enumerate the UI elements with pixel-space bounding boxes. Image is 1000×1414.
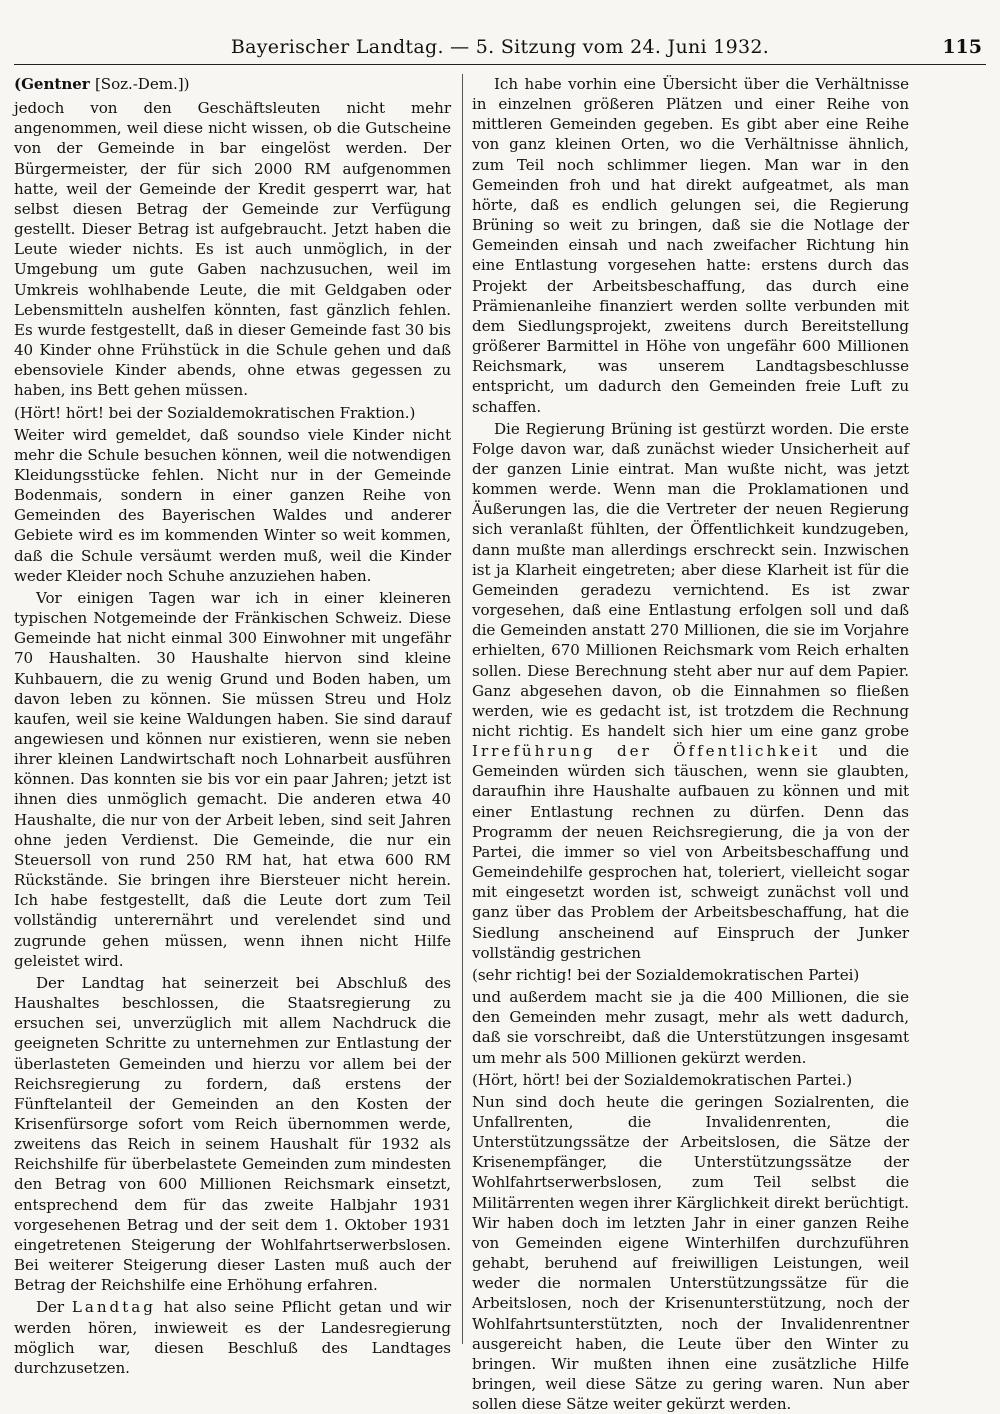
paragraph: Ich habe vorhin eine Übersicht über die Verhältnisse in einzelnen größeren Plätzen und einer Reihe von mittleren Gemeinden gegeben. Es gibt aber eine Reihe von ganz kleinen Orten, wo die Verhältnisse ähnlich, zum Teil noch schlimmer liegen. Man war in den Gemeinden froh und hat direkt aufgeatmet, als man hörte, daß es endlich gelungen sei, die Regierung Brüning so weit zu bringen, daß sie die Notlage der Gemeinden einsah und nach zweifacher Richtung hin eine Entlastung vorgesehen hatte: erstens durch das Projekt der Arbeitsbeschaffung, das durch eine Prämienanleihe finanziert werden sollte verbunden mit dem Siedlungsprojekt, zweitens durch Bereitstellung größerer Barmittel in Höhe von ungefähr 600 Millionen Reichsmark, was unserem Landtagsbeschlusse entspricht, um dadurch den Gemeinden freie Luft zu schaffen. (472, 75, 909, 416)
paragraph: und außerdem macht sie ja die 400 Millionen, die sie den Gemeinden mehr zusagt, mehr als wett dadurch, daß sie vorschreibt, daß die Unterstützungen insgesamt um mehr als 500 Millionen gekürzt werden. (472, 988, 909, 1067)
speaker-party: [Soz.-Dem.]) (94, 75, 190, 93)
paragraph-text: hat also seine Pflicht getan und wir werden hören, inwieweit es der Landesregierung möglich war, diesen Beschluß des Landtages durchzusetzen. (14, 1298, 452, 1377)
paragraph: Vor einigen Tagen war ich in einer kleineren typischen Notgemeinde der Fränkischen Schweiz. Diese Gemeinde hat nicht einmal 300 Einwohner mit ungefähr 70 Haushalten. 30 Haushalte hiervon sind kleine Kuhbauern, die zu wenig Grund und Boden haben, um davon leben zu können. Sie müssen Streu und Holz kaufen, weil sie keine Waldungen haben. Sie sind darauf angewiesen und können nur existieren, wenn sie neben ihrer kleinen Landwirtschaft noch Lohnarbeit ausführen können. Das konnten sie bis vor ein paar Jahren; jetzt ist ihnen dies unmöglich gemacht. Die anderen etwa 40 Haushalte, die nur von der Arbeit leben, sind seit Jahren ohne jeden Verdienst. Die Gemeinde, die nur ein Steuersoll von rund 250 RM hat, hat etwa 600 RM Rückstände. Sie bringen ihre Biersteuer nicht herein. Ich habe festgestellt, daß die Leute dort zum Teil vollständig unterernährt und verelendet sind und zugrunde gehen müssen, wenn ihnen nicht Hilfe geleistet wird. (14, 588, 451, 970)
paragraph: Nun sind doch heute die geringen Sozialrenten, die Unfallrenten, die Invalidenrenten, die Unterstützungssätze der Arbeitslosen, die Sätze der Krisenempfänger, die Unterstützungssätze der Wohlfahrtserwerbslosen, zum Teil selbst die Militärrenten wegen ihrer Kärglichkeit direkt berüchtigt. Wir haben doch im letzten Jahr in einer ganzen Reihe von Gemeinden eigene Winterhilfen durchzuführen gehabt, beruhend auf freiwilligen Leistungen, weil weder die normalen Unterstützungssätze für die Arbeitslosen, noch der Krisenunterstützung, noch der Wohlfahrtsunterstützten, noch der Invalidenrentner ausgereicht haben, die Leute über den Winter zu bringen. Wir mußten ihnen eine zusätzliche Hilfe bringen, weil diese Sätze zu gering waren. Nun aber sollen diese Sätze weiter gekürzt werden. (472, 1092, 909, 1414)
speaker-name: (Gentner (14, 75, 90, 93)
left-column (14, 74, 451, 1378)
interjection: (Hört! hört! bei der Sozialdemokratischen Fraktion.) (14, 403, 416, 422)
speaker-heading (14, 74, 451, 94)
running-title: Bayerischer Landtag. — 5. Sitzung vom 24. Juni 1932. (230, 36, 770, 58)
emphasized-word: Landtag (71, 1298, 156, 1317)
paragraph-prefix: Der (36, 1298, 65, 1317)
interjection: (sehr richtig! bei der Sozialdemokratischen Partei) (472, 965, 860, 984)
interjection: (Hört, hört! bei der Sozialdemokratischen Partei.) (472, 1070, 853, 1089)
right-column (472, 74, 909, 1414)
paragraph: Weiter wird gemeldet, daß soundso viele Kinder nicht mehr die Schule besuchen können, weil die notwendigen Kleidungsstücke fehlen. Nicht nur in der Gemeinde Bodenmais, sondern in einer ganzen Reihe von Gemeinden des Bayerischen Waldes und anderer Gebiete wird es im kommenden Winter so weit kommen, daß die Schule versäumt werden muß, weil die Kinder weder Kleider noch Schuhe anzuziehen haben. (14, 425, 451, 585)
paragraph (14, 1297, 451, 1378)
paragraph: jedoch von den Geschäftsleuten nicht mehr angenommen, weil diese nicht wissen, ob die Gutscheine von der Gemeinde in bar eingelöst werden. Der Bürgermeister, der für sich 2000 RM aufgenommen hatte, weil der Gemeinde der Kredit gesperrt war, hat selbst diesen Betrag der Gemeinde zur Verfügung gestellt. Dieser Betrag ist aufgebraucht. Jetzt haben die Leute wieder nichts. Es ist auch unmöglich, in der Umgebung um gute Gaben nachzusuchen, weil im Umkreis wohlhabende Leute, die mit Geldgaben oder Lebensmitteln aushelfen könnten, fast gänzlich fehlen. Es wurde festgestellt, daß in dieser Gemeinde fast 30 bis 40 Kinder ohne Frühstück in die Schule gehen und daß ebensoviele Kinder abends, ohne etwas gegessen zu haben, ins Bett gehen müssen. (14, 99, 451, 400)
page-number: 115 (942, 36, 982, 58)
column-divider (462, 74, 463, 1344)
paragraph-text: Die Regierung Brüning ist gestürzt worden. Die erste Folge davon war, daß zunächst wieder Unsicherheit auf der ganzen Linie eintrat. Man wußte nicht, was jetzt kommen werde. Wenn man die Proklamationen und Äußerungen las, die die Vertreter der neuen Regierung sich veranlaßt fühlten, der Öffentlichkeit kundzugeben, dann mußte man allerdings erschreckt sein. Inzwischen ist ja Klarheit eingetreten; aber diese Klarheit ist für die Gemeinden geradezu vernichtend. Es ist zwar vorgesehen, daß eine Entlastung erfolgen soll und daß die Gemeinden anstatt 270 Millionen, die sie im Vorjahre erhielten, 670 Millionen Reichsmark vom Reich erhalten sollen. Diese Berechnung steht aber nur auf dem Papier. Ganz abgesehen davon, ob die Einnahmen so fließen werden, wie es gedacht ist, ist trotzdem die Rechnung nicht richtig. Es handelt sich hier um eine ganz grobe (472, 419, 909, 740)
page-header (14, 34, 986, 65)
paragraph (472, 419, 909, 963)
paragraph-text: und die Gemeinden würden sich täuschen, wenn sie glaubten, daraufhin ihre Haushalte aufbauen zu können und mit einer Entlastung rechnen zu dürfen. Denn das Programm der neuen Reichsregierung, die ja von der Partei, die immer so viel von Arbeitsbeschaffung und Gemeindehilfe gesprochen hat, toleriert, vielleicht sogar mit eingesetzt worden ist, schweigt zunächst voll und ganz über das Problem der Arbeitsbeschaffung, hat die Siedlung anscheinend auf Einspruch der Junker vollständig gestrichen (472, 742, 909, 962)
paragraph: Der Landtag hat seinerzeit bei Abschluß des Haushaltes beschlossen, die Staatsregierung zu ersuchen sei, unverzüglich mit allem Nachdruck die geeigneten Schritte zu unternehmen zur Entlastung der überlasteten Gemeinden und hierzu vor allem bei der Reichsregierung zu fordern, daß erstens der Fünftelanteil der Gemeinden an den Kosten der Krisenfürsorge sofort vom Reich übernommen werde, zweitens das Reich in seinem Haushalt für 1932 als Reichshilfe für überbelastete Gemeinden zum mindesten den Betrag von 600 Millionen Reichsmark einsetzt, entsprechend dem für das zweite Halbjahr 1931 vorgesehenen Betrag und der seit dem 1. Oktober 1931 eingetretenen Steigerung der Wohlfahrtserwerbslosen. Bei weiterer Steigerung dieser Lasten muß auch der Betrag der Reichshilfe eine Erhöhung erfahren. (14, 973, 451, 1295)
emphasized-phrase: Irreführung der Öffentlichkeit (472, 742, 821, 761)
